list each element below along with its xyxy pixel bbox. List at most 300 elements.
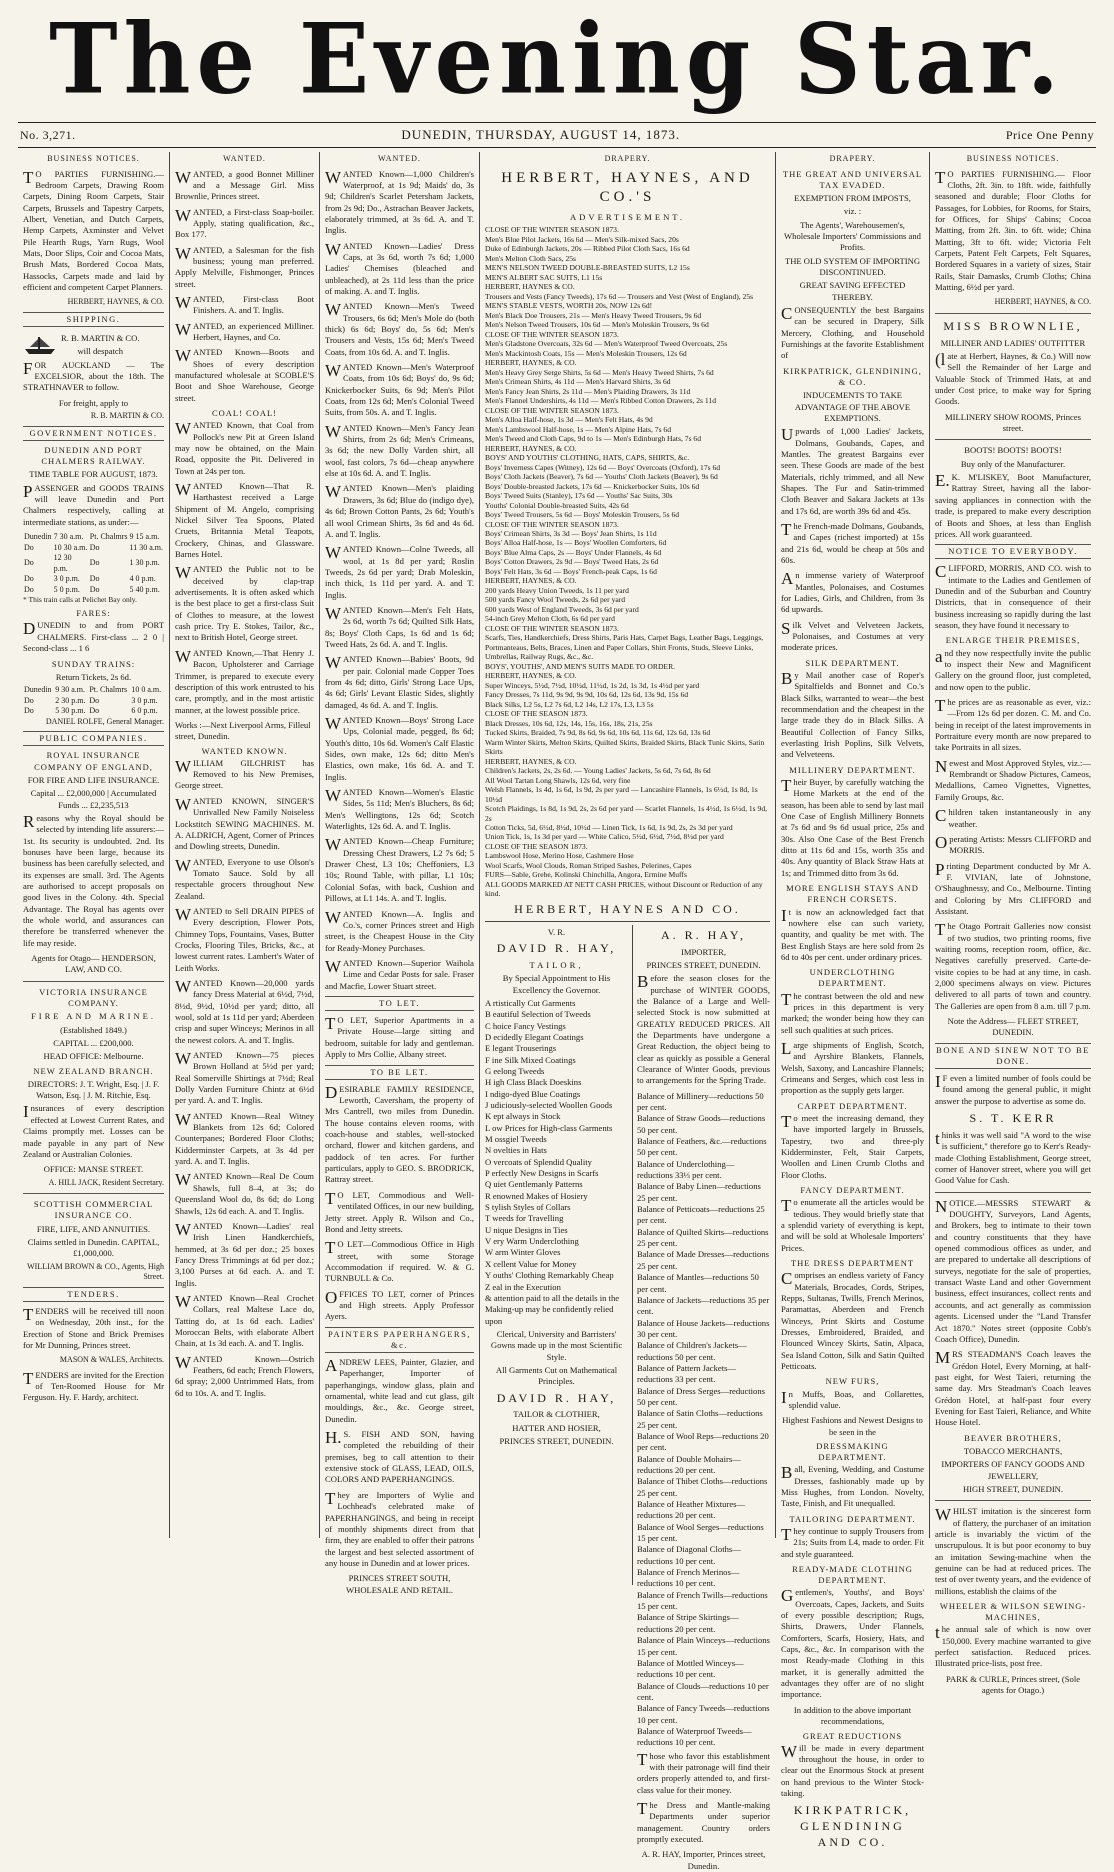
sunday-timetable	[23, 685, 164, 717]
kg-saving: GREAT SAVING EFFECTED THEREBY.	[799, 280, 906, 302]
wheeler-signature: PARK & CURLE, Princes street, (Sole agents for Otago.)	[945, 1673, 1081, 1696]
ar-hay-outro: Those who favor this establishment with their patronage will find their orders properly attended to, and first-class value for their money.	[637, 1749, 770, 1795]
price-line: CLOSE OF THE WINTER SEASON 1873.	[485, 519, 619, 529]
shipping-ad: FOR AUCKLAND — The EXCELSIOR, about the 18th. The STRATHNAVER to follow.	[23, 358, 164, 393]
list-item: T weeds for Travelling	[485, 1213, 564, 1224]
table-row: Dunedin 7 30 a.m. Pt. Chalmrs 9 15 a.m.	[24, 532, 160, 542]
price-line: Boys' Double-breasted Jackets, 17s 6d — Knickerbocker Suits, 10s 6d	[485, 481, 700, 491]
price-line: Black Silks, L2 5s, L2 7s 6d, L2 14s, L2 17s, L3, L3 5s	[485, 699, 654, 709]
scottish-signature: WILLIAM BROWN & CO., Agents, High Street.	[27, 1261, 164, 1282]
wanted-ad: WANTED Known—Real Witney Blankets from 12s 6d; Colored Counterpanes; Bordered Floor Cloths; Kidderminster Carpets, at 3s 4d per yard. A. and T. Inglis.	[175, 1109, 314, 1167]
shipping-freight: For freight, apply to	[58, 397, 129, 408]
list-item: Z eal in the Execution	[485, 1281, 561, 1292]
price-line: MEN'S STABLE VESTS, WORTH 20s, NOW 12s 6d!	[485, 301, 653, 311]
price-line: Boys' Cloth Jackets (Beaver), 7s 6d — Youths' Cloth Jackets (Beaver), 9s 6d	[485, 472, 718, 482]
furs-text: In Muffs, Boas, and Collarettes, splendid value.	[781, 1387, 924, 1410]
ar-hay-intro: Before the season closes for the purchase of WINTER GOODS, the Balance of a Large and Well-selected Stock is now submitted at GREATLY REDUCED PRICES. All the Departments have undergone a Great Reduction, the object being to clear as quickly as possible a General Clearance of Winter Goods, previous to arrangements for the Spring Trade.	[637, 972, 770, 1086]
ar-hay-outro2: The Dress and Mantle-making Departments under superior management. Country orders promptly executed.	[637, 1798, 770, 1844]
table-row: Do 10 30 a.m. Do 11 30 a.m.	[24, 542, 164, 552]
column-2	[170, 152, 320, 1538]
royal-text: Reasons why the Royal should be selected by intending life assurers:— 1st. Its security is undoubted. 2nd. Its bonuses have been large, because its business has been carefully selected, and its expenses are small. 3rd. The Agents are authorised to accept proposals on good lives in the Colony. 4th. Special Advantage. The Royal has agents over the whole world, and assurances can therefore be transferred whenever the life may reside.	[23, 811, 164, 948]
price-line: Boys' Cotton Drawers, 2s 9d — Boys' Tweed Hats, 2s 6d	[485, 557, 659, 567]
boots-title: BOOTS! BOOTS! BOOTS!	[964, 445, 1062, 456]
price-line: Men's Blue Pilot Jackets, 16s 6d — Men's Silk-mixed Sacs, 20s	[485, 234, 679, 244]
divider	[935, 1500, 1091, 1501]
drapery-header: DRAPERY.	[829, 154, 876, 163]
price-line: Boys' Crimean Shirts, 3s 3d — Boys' Jean Shirts, 1s 11d	[485, 528, 657, 538]
furs-header: NEW FURS,	[825, 1376, 880, 1387]
price-line: CLOSE OF THE WINTER SEASON 1873.	[485, 225, 619, 235]
kg-title: THE GREAT AND UNIVERSAL TAX EVADED.	[782, 168, 923, 190]
sunday-title: SUNDAY TRAINS:	[51, 658, 136, 669]
list-item: Balance of Feathers, &c.—reductions 50 per cent.	[637, 1136, 767, 1158]
to-let-ad: OFFICES TO LET, corner of Princes and High streets. Apply Professor Ayers.	[325, 1287, 474, 1322]
newest-text: Newest and Most Approved Styles, viz.:—Rembrandt or Shadow Pictures, Cameos, Medallions, Cameo Vignettes, Vignettes, Family Groups, &c.	[935, 756, 1091, 802]
david-hay-name: DAVID R. HAY,	[496, 941, 617, 956]
column-4	[480, 152, 776, 1871]
list-item: R enowned Makes of Hosiery	[485, 1190, 588, 1201]
shipping-signature: R. B. MARTIN & CO.	[90, 411, 164, 421]
royal-agents: Agents for Otago— HENDERSON, LAW, AND CO.	[31, 953, 156, 975]
list-item: I ndigo-dyed Blue Coatings	[485, 1088, 581, 1099]
kg-agents: The Agents', Warehousemen's, Wholesale Importers' Commissions and Profits.	[784, 219, 921, 253]
divider	[23, 1193, 164, 1194]
hay-split	[485, 921, 770, 1871]
shipping-block	[23, 331, 164, 360]
wanted-ad: WANTED Known—Superior Waihola Lime and Cedar Posts for sale. Fraser and Macfie, Lower Stuart street.	[325, 956, 474, 991]
list-item: Balance of Petticoats—reductions 25 per cent.	[637, 1204, 765, 1226]
list-item: O vercoats of Splendid Quality	[485, 1156, 592, 1167]
price-line: Boys' Blue Alma Caps, 2s — Boys' Under Flannels, 4s 6d	[485, 547, 662, 557]
wanted-ad: WANTED Known—Boys' Strong Lace Ups, Colonial made, pegged, 8s 6d; Youth's ditto, 10s 6d. Women's Calf Elastic Sides, own make, 12s 6d; ditto Men's Elastics, own make, 16s 6d. A. and T. Inglis.	[325, 714, 474, 782]
price-line: Super Winceys, 5½d, 7½d, 10½d, 11½d, 1s 2d, 1s 3d, 1s 4½d per yard	[485, 680, 700, 690]
kg-viz: viz. :	[843, 206, 862, 217]
price-line: Men's Lambswool Half-hose, 1s — Men's Alpine Hats, 7s 6d	[485, 424, 672, 434]
wheeler-ad: WHILST imitation is the sincerest form of flattery, the purchaser of an imitation article is invariably the victim of the unscrupulous. It is but poor economy to buy an imitation Sewing-machine when the genuine can be had at reduced prices. The test of over twenty years, and the evidence of millions, establish the claims of the	[935, 1505, 1091, 1596]
wanted-ad: WANTED Known—Ladies' Dress Caps, at 3s 6d, worth 7s 6d; 1,000 Ladies' Chemises (bleached and unbleached), at 2s 11d less than the price of making. A. and T. Inglis.	[325, 239, 474, 296]
business-header: BUSINESS NOTICES.	[966, 154, 1060, 163]
victoria-subtitle: FIRE AND MARINE.	[30, 1011, 157, 1022]
list-item: Balance of Dress Serges—reductions 50 per cent.	[637, 1385, 765, 1407]
price-line: 600 yards West of England Tweeds, 3s 6d per yard	[485, 604, 639, 614]
millinery-header: MILLINERY DEPARTMENT.	[789, 764, 916, 775]
wanted-ad: WANTED Known—Colne Tweeds, all wool, at 1s 8d per yard; Roslin Tweeds, 2s 6d per yard; Drab Moleskin, inch thick, 1s 11d per yard. A. and T. Inglis.	[325, 543, 474, 600]
office-address: OFFICE: MANSE STREET.	[43, 1164, 144, 1175]
wanted-ad: WANTED, a First-class Soap-boiler. Apply, stating qualification, &c., Box 177.	[175, 205, 314, 240]
masthead-title: The Evening Star.	[49, 2, 1065, 116]
wanted-ad: WANTED Known—Cheap Furniture; Dressing Chest Drawers, L2 7s 6d; 5 Drawer Chest, L3 10s; Cheffoniers, L3 10s; Round Table, with pillar, L1 10s; Colonial Sofas, with back, Cushion and Pillows, at L1 14s. A. and T. Inglis.	[325, 835, 474, 904]
price-line: Union Tick, 1s, 1s 3d per yard — White Calico, 5½d, 6½d, 7½d, 8½d per yard	[485, 832, 724, 842]
silk-text: By Mail another case of Roper's Spitalfields and Bonnet and Co.'s Black Silks, warranted to wear—the best recommendation and the cheapest in the large trade they do in Black Silks. A Beautiful Collection of Fancy Silks, everlasting Irish Poplins, Silk Velvets, and Velveteens.	[781, 669, 924, 760]
price-line: Men's Crimean Shirts, 4s 11d — Men's Harvard Shirts, 3s 6d	[485, 377, 671, 387]
wanted-ad: WANTED Known—Men's Tweed Trousers, 6s 6d; Men's Mole do (both thick) 6s 6d; Boys' do, 5s 6d; Men's Trousers and Vests, 15s 6d; Men's Tweed Coats, from 10s 6d. A. and T. Inglis.	[325, 300, 474, 357]
kg-paragraph: Upwards of 1,000 Ladies' Jackets, Dolmans, Goubands, Capes, and Mantles. The greatest Bargains ever seen. These Goods are made of the best Materials, richly trimmed, and all New Shapes. The Fur and Satin-trimmed Cloth Beaver and Sakara Jackets at 13s and 17s 6d, are worth 39s 6d and 45s.	[781, 425, 924, 516]
artists-text: Operating Artists: Messrs CLIFFORD and MORRIS.	[935, 832, 1091, 856]
beaver-address: HIGH STREET, DUNEDIN.	[962, 1483, 1064, 1494]
painter-ad: H.S. FISH AND SON, having completed the rebuilding of their premises, beg to call attention to their extensive stock of GLASS, LEAD, OILS, COLORS AND PAPERHANGINGS.	[325, 1428, 474, 1485]
millinery-text: Their Buyer, by carefully watching the Home Markets at the end of the season, has been able to send by last mail One Case of English Millinery Bonnets at 7s 6d and 9s 6d usual price, 25s and 30s. Also One Case of the Best French ditto at 11s 6d and 15s, worth 35s and 40s. Any quantity of Black Straw Hats at 1s; and Trimmed ditto from 3s 6d.	[781, 775, 924, 878]
list-item: Balance of Waterproof Tweeds—reductions 10 per cent.	[637, 1725, 752, 1748]
to-let-ad: TO LET, Superior Apartments in a Private House—large sitting and bedroom, suitable for lady and gentleman. Apply to Mrs Collie, Albany street.	[325, 1014, 474, 1060]
list-item: H igh Class Black Doeskins	[485, 1077, 582, 1088]
stays-text: It is now an acknowledged fact that nowhere else can such variety, quantity, and quality be met with. The Best English Stays are here sold from 2s 6d to 40s per cent. under ordinary prices.	[781, 905, 924, 962]
showrooms: MILLINERY SHOW ROOMS, Princes street.	[944, 411, 1082, 434]
price-line: Children's Jackets, 2s, 2s 6d. — Young Ladies' Jackets, 5s 6d, 7s 6d, 8s 6d	[485, 766, 711, 776]
list-item: Balance of Jackets—reductions 35 per cent.	[637, 1294, 770, 1317]
david-hay-clerical: Clerical, University and Barristers' Gowns made up in the most Scientific Style.	[490, 1328, 623, 1362]
list-item: U nique Designs in Ties	[485, 1224, 568, 1235]
prices-text: The prices are as reasonable as ever, viz.: —From 12s 6d per dozen. C. M. and Co. being in receipt of the latest improvements in Portraiture every month are now prepared to take Portraits in all sizes.	[935, 696, 1091, 753]
list-item: C hoice Fancy Vestings	[485, 1020, 566, 1031]
list-item: L ow Prices for High-class Garments	[485, 1122, 613, 1133]
stewart-ad: NOTICE.—MESSRS STEWART & DOUGHTY, Surveyors, Land Agents, and Brokers, beg to intimate to their town and country constituents that they have opened commodious offices as under, and are prepared to undertake all descriptions of surveys, negotiate for the sale of properties, transact Waste Land and other Government business, effect insurances, collect rents and accounts, and act generally as commission agents. Licensed under the "Land Transfer Act 1870." Notes street (opposite Cobb's Coach Office), Dunedin.	[935, 1196, 1091, 1344]
government-header: GOVERNMENT NOTICES.	[23, 426, 164, 441]
kg-paragraph: An immense variety of Waterproof Mantles, Polonaises, and Costumes for Ladies, Girls, and Children, from 3s 6d upwards.	[781, 569, 924, 615]
brownlie-text: (late at Herbert, Haynes, & Co.) Will now Sell the Remainder of her Large and Valuable Stock of Trimmed Hats, at and under Cost price, to make way for Spring Goods.	[935, 350, 1091, 407]
painter-ad: They are Importers of Wylie and Lochhead's celebrated make of PAPERHANGINGS, and being in receipt of monthly shipments direct from that firm, they are enabled to offer their patrons the largest and best selected assortment of any house in Dunedin and at lower prices.	[325, 1488, 474, 1568]
wanted-ad: WANTED Known—75 pieces Brown Holland at 5½d per yard; Real Somerville Shirtings at 7½d; Real Dolly Varden Furniture Chintz at 6½d per yard. A. and T. Inglis.	[175, 1049, 314, 1106]
price-line: Boys' Tweed Trousers, 5s 6d — Boys' Moleskin Trousers, 5s 6d	[485, 510, 680, 520]
price-line: Men's Heavy Grey Serge Shirts, 5s 6d — Men's Heavy Tweed Shirts, 7s 6d	[485, 367, 714, 377]
wanted-ad: WANTED Known, that Coal from Pollock's new Pit at Green Island may now be obtained, on the Main Road, opposite the Pit. Delivered in Town at 24s per ton.	[175, 419, 314, 476]
kerr-text: thinks it was well said "A word to the wise is sufficient," therefore go to Kerr's Ready-made Clothing Establishment, George street, corner of Hanover street, where you will get Good Value for Cash.	[935, 1129, 1091, 1186]
david-hay-ad	[485, 925, 633, 1585]
list-item: Balance of Children's Jackets—reductions 50 per cent.	[637, 1340, 747, 1362]
ready-made-text: Gentlemen's, Youths', and Boys' Overcoats, Capes, Jackets, and Suits of every possible description; Rugs, Shirts, Drawers, Under Flannels, Comforters, Scarfs, Hosiery, Hats, and Caps, &c., &c. In comparison with the most Ready-made Clothing in this market, it is generally admitted the advantages they offer are of no slight importance.	[781, 1586, 924, 1700]
list-item: Balance of French Twills—reductions 15 per cent.	[637, 1589, 768, 1612]
price-line: Duke of Edinburgh Jackets, 20s — Ribbed Pilot Cloth Sacs, 16s 6d	[485, 244, 690, 254]
list-item: Balance of Satin Cloths—reductions 25 per cent.	[637, 1408, 763, 1430]
works-line: Works :—Next Liverpool Arms, Filleul street, Dunedin.	[175, 719, 311, 742]
price-line: Boys' Inverness Capes (Witney), 12s 6d — Boys' Overcoats (Oxford), 17s 6d	[485, 462, 721, 472]
price-line: CLOSE OF THE WINTER SEASON 1873.	[485, 405, 619, 415]
list-item: Q uiet Gentlemanly Patterns	[485, 1179, 583, 1190]
price-line: 200 yards Heavy Union Tweeds, 1s 11 per yard	[485, 585, 629, 595]
ship-icon	[23, 335, 57, 355]
railway-subtitle: TIME TABLE FOR AUGUST, 1873.	[29, 469, 158, 480]
price-line: Men's Mackintosh Coats, 15s — Men's Moleskin Trousers, 12s 6d	[485, 348, 687, 358]
david-hay-cash: All Garments Cut on Mathematical Principles.	[495, 1364, 618, 1387]
list-item: X cellent Value for Money	[485, 1258, 577, 1269]
ar-hay-ad	[633, 925, 770, 1871]
wanted-ad: WILLIAM GILCHRIST has Removed to his New Premises, George street.	[175, 756, 314, 791]
table-row: Dunedin 9 30 a.m. Pt. Chalmrs 10 0 a.m.	[24, 685, 162, 695]
business-signature: HERBERT, HAYNES, & CO.	[67, 297, 164, 307]
public-companies-header: PUBLIC COMPANIES.	[23, 731, 164, 746]
wanted-ad: WANTED the Public not to be deceived by clap-trap advertisements. It is often asked which is the best place to get a first-class Suit of Clothes to measure, at the lowest cash price. Try E. Stokes, Tailor, &c., next to British Hotel, George street.	[175, 563, 314, 643]
table-row: Do 5 30 p.m. Do 6 0 p.m.	[24, 706, 158, 716]
ar-hay-address: PRINCES STREET, DUNEDIN.	[646, 959, 761, 970]
list-item: K ept always in Stock	[485, 1111, 561, 1122]
boots-subtitle: Buy only of the Manufacturer.	[960, 458, 1066, 469]
business-header: BUSINESS NOTICES.	[47, 154, 140, 163]
gallery-address: Note the Address— FLEET STREET, DUNEDIN.	[947, 1016, 1079, 1038]
dressmaking-header: DRESSMAKING DEPARTMENT.	[816, 1440, 889, 1463]
price-line: HERBERT, HAYNES, & CO.	[485, 671, 577, 681]
price-line: HERBERT, HAYNES, & CO.	[485, 443, 577, 453]
gallery-text: The Otago Portrait Galleries now consist of two studios, two printing rooms, five waiting rooms, reception room, office, &c. Negatives carefully preserved. Carte-de-visite copies to be had at any time, in cash. 2,000 specimens always on view. Pictures delivered to all parts of town and country. The Galleries are open from 8 a.m. till 7 p.m.	[935, 920, 1091, 1011]
david-hay-appointment: By Special Appointment to His Excellency the Governor.	[502, 973, 611, 995]
price-line: Youths' Colonial Double-breasted Suits, 42s 6d	[485, 500, 629, 510]
victoria-office: HEAD OFFICE: Melbourne.	[43, 1051, 144, 1062]
kg-exemption: EXEMPTION FROM IMPOSTS,	[794, 192, 911, 203]
price-line: Boys' Felt Hats, 3s 6d — Boys' French-peak Caps, 1s 6d	[485, 566, 657, 576]
great-reductions-text: Will be made in every department throughout the house, in order to clear out the Enormous Stock at present on hand previous to the Winter Stock-taking.	[781, 1741, 924, 1799]
wanted-ad: WANTED, a Salesman for the fish business; young man preferred. Apply Melville, Fishmonger, Princes street.	[175, 243, 314, 289]
price-line: HERBERT, HAYNES, & CO.	[485, 576, 577, 586]
drapery-header: DRAPERY.	[604, 154, 651, 163]
list-item: Balance of Quilted Skirts—reductions 25 per cent.	[637, 1226, 769, 1249]
price-line: Men's Tweed and Cloth Caps, 9d to 1s — Men's Edinburgh Hats, 7s 6d	[485, 434, 702, 444]
royal-capital: Capital ... £2,000,000 | Accumulated Funds ... £2,235,513	[30, 788, 157, 810]
children-text: Children taken instantaneously in any weather.	[935, 806, 1091, 829]
furnishing-ad: TO PARTIES FURNISHING.— Floor Cloths, 2ft. 3in. to 18ft. wide, faithfully seasoned and durable; Floor Cloths for Passages, for Lobbies, for Rooms, for Stairs, for Offices, for Ships' Cabins; Cocoa Matting, from 2ft. 3in. to 6ft. wide; China Matting, 3ft to 6ft. wide; Victoria Felt Carpets, Patent Felt Carpets, Felt Squares, Bordered Squares in a variety of sizes, Stair Rails, Stair Damasks, Crumb Cloths; China Matting, 6½d per yard.	[935, 167, 1091, 292]
david-hay-footer-address: PRINCES STREET, DUNEDIN.	[499, 1436, 614, 1447]
furnishing-signature: HERBERT, HAYNES, & CO.	[994, 297, 1091, 307]
wanted-ad: WANTED Known—20,000 yards fancy Dress Material at 6½d, 7½d, 8½d, 9½d, 10½d per yard; ditto, all wool, sold at 1s 11d per yard; Aberdeen crisp and super Winceys; Merinos in all the newest colors. A. and T. Inglis.	[175, 976, 314, 1045]
wanted-ad: WANTED Known—Women's Elastic Sides, 5s 11d; Men's Bluchers, 8s 6d; Men's Wellingtons, 12s 6d; Scotch Waterlights, 12s 6d. A. and T. Inglis.	[325, 786, 474, 832]
steadman-ad: MRS STEADMAN'S Coach leaves the Grédon Hotel, Every Morning, at half-past eight, for West Taieri, returning the same day. Mrs Steadman's Coach leaves Grédon Hotel, at half-past four every Evening for East Taieri, Reliance, and White House Hotel.	[935, 1348, 1091, 1428]
list-item: Balance of Wool Reps—reductions 20 per cent.	[637, 1430, 769, 1453]
dress-text: Comprises an endless variety of Fancy Materials, Brocades, Cords, Stripes, Repps, Sultanas, Twills, French Merinos, Paramattas, Aberdeen and French Winceys, Print Skirts and Costume Dresses, Embroidered, Braided, and Flounced Wincey Skirts, Satin, Alpaca, Sea Island Cotton, Silk and Satin Quilted Petticoats.	[781, 1269, 924, 1371]
price-line: Lambswool Hose, Merino Hose, Cashmere Hose	[485, 851, 634, 861]
list-item: Balance of Clouds—reductions 10 per cent.	[637, 1680, 769, 1702]
bone-text: IF even a limited number of fools could be found among the general public, it might answer the purpose to advertise as some do.	[935, 1072, 1091, 1106]
list-item: J udiciously-selected Woollen Goods	[485, 1100, 613, 1110]
price-line: Boys' Tweed Suits (Stanley), 17s 6d — Youths' Sac Suits, 30s	[485, 491, 673, 501]
royal-title: ROYAL INSURANCE COMPANY OF ENGLAND,	[34, 750, 153, 772]
scottish-title: SCOTTISH COMMERCIAL INSURANCE CO.	[33, 1199, 154, 1221]
list-item: Balance of Straw Goods—reductions 50 per cent.	[637, 1113, 766, 1135]
beaver-title: BEAVER BROTHERS,	[964, 1432, 1062, 1443]
victoria-capital: CAPITAL ... £200,000.	[53, 1037, 134, 1048]
list-item: Balance of Double Mohairs—reductions 20 per cent.	[637, 1453, 741, 1475]
price-line: Black Dresses, 10s 6d, 12s, 14s, 15s, 16s, 18s, 21s, 25s	[485, 718, 653, 728]
price-line: HERBERT, HAYNES, & CO.	[485, 756, 577, 766]
underclothing-text: The contrast between the old and new prices in this department is very marked; the wonder being how they can sell such qualities at such prices.	[781, 989, 924, 1035]
wanted-ad: WANTED Known—Ostrich Feathers, 6d each; French Flowers, 6d spray; 2,000 Untrimmed Hats, from 6d to 10s. A. and T. Inglis.	[175, 1352, 314, 1398]
table-row: Do 5 0 p.m. Do 5 40 p.m.	[24, 584, 160, 594]
clifford-ad: CLIFFORD, MORRIS, AND CO. wish to intimate to the Ladies and Gentlemen of Dunedin and of the Suburban and Country Districts, that in consequence of their business increasing so rapidly during the last season, they have found it necessary to	[935, 562, 1091, 631]
wanted-ad: WANTED Known—That R. Harthastest received a Large Shipment of M. Angelo, comprising Nickel Silver Tea Spoons, Plated Cruets, Britannia Metal Teapots, Crockery, Chinas, and Glassware. Barnes Hotel.	[175, 480, 314, 560]
nz-directors: DIRECTORS: J. T. Wright, Esq. | J. F. Watson, Esq. | J. M. Ritchie, Esq.	[27, 1078, 160, 1101]
price-line: Men's Melton Cloth Sacs, 25s	[485, 253, 577, 263]
beaver-subtitle: TOBACCO MERCHANTS,	[963, 1445, 1063, 1456]
office-signature: A. HILL JACK, Resident Secretary.	[48, 1177, 164, 1187]
wheeler-title: WHEELER & WILSON SEWING-MACHINES,	[939, 1600, 1087, 1623]
price-line: Welsh Flannels, 1s 4d, 1s 6d, 1s 9d, 2s per yard — Lancashire Flannels, 1s 6½d, 1s 8d, 1s 10½d	[485, 785, 758, 804]
in-addition: In addition to the above important recommendations,	[793, 1704, 912, 1727]
price-line: Men's Alloa Half-hose, 1s 3d — Men's Felt Hats, 4s 9d	[485, 415, 653, 425]
ar-hay-name: A. R. HAY,	[660, 927, 747, 942]
wanted-ad: WANTED Known—A. Inglis and Co.'s, corner Princes street and High street, is the Cheapest House in the City for Ready-Money Purchases.	[325, 907, 474, 953]
business-ad: TO PARTIES FURNISHING.— Bedroom Carpets, Drawing Room Carpets, Dining Room Carpets, Stair Carpets, Brussels and Tapestry Carpets, Albert, Venetian, and Dutch Carpets, Hemp Carpets, Axminster and Velvet Pile Hearth Rugs, Yarn Rugs, Wool Mats, Door Slips, Coir and Cocoa Mats, Brush Mats, Bordered Cocoa Mats, Hassocks, Carpets made and laid by efficient and competent Carpet Planners.	[23, 167, 164, 292]
silk-header: SILK DEPARTMENT.	[805, 657, 900, 668]
painters-header: PAINTERS PAPERHANGERS, &c.	[325, 1327, 474, 1353]
dressmaking-text: Ball, Evening, Wedding, and Costume Dresses, fashionably made up by Miss Hughes, from London. Novelty, Taste, Finish, and Fit unequalled.	[781, 1463, 924, 1509]
ar-hay-signature: A. R. HAY, Importer, Princes street, Dunedin.	[641, 1849, 766, 1871]
wanted-ad: WANTED Known—Boots and Shoes of every description manufactured wholesale at SCOBLE'S Boot and Shoe Warehouse, George street.	[175, 346, 314, 403]
price-line: CLOSE OF THE SEASON 1873.	[485, 841, 588, 851]
scottish-text: Claims settled in Dunedin. CAPITAL, £1,000,000.	[27, 1236, 160, 1259]
kg-firm: KIRKPATRICK, GLENDINING, & CO.	[783, 365, 922, 388]
column-5	[776, 152, 930, 1850]
list-item: Balance of French Merinos—reductions 10 per cent.	[637, 1567, 740, 1589]
price-line: 54-inch Grey Melton Cloth, 6s 6d per yard	[485, 614, 615, 624]
table-row: Do 3 0 p.m. Do 4 0 p.m.	[24, 574, 156, 584]
painter-ad: ANDREW LEES, Painter, Glazier, and Paperhanger, Importer of paperhangings, window glass, plain and ornamental, white lead and cut glass, gilt mouldings, &c., &c. George street, Dunedin.	[325, 1356, 474, 1424]
royal-subtitle: FOR FIRE AND LIFE INSURANCE.	[27, 774, 160, 785]
to-let-header: TO LET.	[325, 996, 474, 1011]
brownlie-subtitle: MILLINER AND LADIES' OUTFITTER	[940, 337, 1086, 348]
coal-heading: COAL! COAL!	[211, 408, 278, 419]
david-hay-footer-trade: TAILOR & CLOTHIER,	[513, 1409, 600, 1420]
list-item: Balance of Pattern Jackets—reductions 33 per cent.	[637, 1362, 737, 1385]
railway-title: DUNEDIN AND PORT CHALMERS RAILWAY.	[41, 444, 146, 467]
ready-made-header: READY-MADE CLOTHING DEPARTMENT.	[792, 1563, 913, 1586]
carpet-text: To meet the increasing demand, they have imported largely in Brussels, Tapestry, two and three-ply Kidderminster, Felt, Stair Carpets, Woollen and Linen Crumb Cloths and Floor Cloths.	[781, 1111, 924, 1180]
hhc-footer: HERBERT, HAYNES AND CO.	[514, 901, 741, 916]
list-item: Balance of Millinery—reductions 50 per cent.	[637, 1090, 764, 1112]
wanted-ad: WANTED Known—Men's Waterproof Coats, from 10s 6d; Boys' do, 9s 6d; Knickerbocker Suits, 6s 9d; Men's Pilot Coats, from 12s 6d; Men's Colonial Tweed Suits, from 50s. A. and T. Inglis.	[325, 361, 474, 418]
list-item: Balance of Stripe Skirtings—reductions 20 per cent.	[637, 1612, 739, 1634]
hhc-title: HERBERT, HAYNES, AND CO.'S	[501, 169, 754, 206]
wheeler-text: the annual sale of which is now over 150,000. Every machine warranted to give perfect satisfaction. Reduced prices. Illustrated price-lists, post free.	[935, 1623, 1091, 1669]
wanted-ad: WANTED, an experienced Milliner. Herbert, Haynes, and Co.	[175, 319, 314, 343]
highest-fashions: Highest Fashions and Newest Designs to be seen in the	[782, 1415, 923, 1437]
fares-title: FARES:	[76, 608, 111, 619]
mliskey-ad: E.K. M'LISKEY, Boot Manufacturer, Rattray Street, having all the labor-saving appliances in connection with the trade, is prepared to make every description of Boots and Shoes, at less than English prices. All work guaranteed.	[935, 471, 1091, 539]
price-line: HERBERT, HAYNES, & CO.	[485, 358, 577, 368]
balances-list	[637, 1091, 770, 1749]
kg-paragraph: The French-made Dolmans, Goubands, and Capes (richest imported) at 15s and 21s 6d, would be cheap at 50s and 60s.	[781, 520, 924, 566]
kg-inducements: INDUCEMENTS TO TAKE ADVANTAGE OF THE ABOVE EXEMPTIONS.	[794, 390, 911, 423]
to-let-ad: DESIRABLE FAMILY RESIDENCE, Leworth, Caversham, the property of Mrs Cantrell, two miles from Dunedin. The house contains eleven rooms, with coach-house and stables, well-stocked orchard, flower and kitchen gardens, and paddock of ten acres. For further particulars, apply to GEO. S. BRODRICK, Rattray street.	[325, 1082, 474, 1185]
table-row: Do 12 30 p.m. Do 1 30 p.m.	[24, 553, 160, 573]
list-item: M ossgiel Tweeds	[485, 1134, 547, 1145]
hhc-price-list	[485, 225, 770, 898]
tailoring-text: They continue to supply Trousers from 21s; Suits from L4, made to order. Fit and style guaranteed.	[781, 1524, 924, 1559]
dateline	[20, 126, 1094, 144]
victoria-title: VICTORIA INSURANCE COMPANY.	[39, 986, 148, 1008]
wanted-header: WANTED.	[378, 154, 421, 163]
list-item: Balance of Made Dresses—reductions 25 per cent.	[637, 1249, 769, 1271]
list-item: Balance of Baby Linen—reductions 25 per cent.	[637, 1181, 761, 1203]
list-item: V ery Warm Underclothing	[485, 1236, 579, 1247]
columns	[18, 152, 1096, 1871]
underclothing-header: UNDERCLOTHING DEPARTMENT.	[809, 967, 896, 989]
wanted-ad: WANTED to Sell DRAIN PIPES of Every description, Flower Pots, Chimney Tops, Fountains, Vases, Butter Crocks, Flooring Tiles, Bricks, &c., at lowest current rates. Lambert's Water of Leith Works.	[175, 904, 314, 973]
price-line: HERBERT, HAYNES & CO.	[485, 282, 575, 292]
enlarge-heading: ENLARGE THEIR PREMISES,	[945, 635, 1081, 646]
list-item: S tylish Styles of Collars	[485, 1202, 571, 1213]
issue-number: No. 3,271.	[20, 127, 76, 142]
carpet-header: CARPET DEPARTMENT.	[797, 1100, 908, 1111]
list-item: Balance of House Jackets—reductions 30 per cent.	[637, 1317, 770, 1339]
price-line: BOYS', YOUTHS', AND MEN'S SUITS MADE TO ORDER.	[485, 661, 676, 671]
victoria-established: (Established 1849.)	[60, 1024, 127, 1035]
tenders-header: TENDERS.	[23, 1287, 164, 1302]
price-line: 500 yards Fancy Wool Tweeds, 2s 6d per yard	[485, 595, 626, 605]
list-item: N ovelties in Hats	[485, 1145, 547, 1156]
large-shipments: Large shipments of English, Scotch, and Ayrshire Blankets, Flannels, Welsh, Saxony, and Lancashire Flannels; Crimeans and Serges, which cost less in proportion as the supply gets larger.	[781, 1039, 924, 1096]
price-line: MEN'S NELSON TWEED DOUBLE-BREASTED SUITS, L2 15s	[485, 263, 690, 273]
price-line: Men's Flannel Undershirts, 4s 11d — Men's Ribbed Cotton Drawers, 2s 11d	[485, 396, 717, 406]
hhc-subtitle: ADVERTISEMENT.	[569, 212, 686, 223]
wanted-ad: WANTED Known,—That Henry J. Bacon, Upholsterer and Carriage Trimmer, is prepared to execute every description of this work entrusted to his care, promptly, and in the most artistic manner, at the lowest possible price.	[175, 646, 314, 715]
list-item: Balance of Fancy Tweeds—reductions 10 per cent.	[637, 1703, 770, 1725]
timetable-note: * This train calls at Pelichet Bay only.	[23, 595, 137, 605]
to-let-ad: TO LET—Commodious Office in High street, with some Storage Accommodation if required. W. & G. TURNBULL & Co.	[325, 1238, 474, 1284]
list-item: B eautiful Selection of Tweeds	[485, 1009, 591, 1020]
wanted-ad: WANTED KNOWN, SINGER'S Unrivalled New Family Noiseless Lockstitch SEWING MACHINES. M. A. ALDRICH, Agent, Corner of Princes and Dowling streets, Dunedin.	[175, 794, 314, 852]
dress-header: THE DRESS DEPARTMENT	[790, 1257, 915, 1268]
david-hay-trade: TAILOR,	[529, 959, 584, 970]
price-line: Wool Scarfs, Wool Clouds, Roman Striped Sashes, Pelerines, Capes	[485, 860, 692, 870]
divider	[935, 1192, 1091, 1193]
price-line: Cotton Ticks, 5d, 6½d, 8½d, 10½d — Linen Tick, 1s 6d, 1s 9d, 2s, 2s 3d per yard	[485, 823, 733, 832]
list-item: & attention paid to all the details in the Making-up may be confidently relied upon	[485, 1292, 620, 1326]
issue-date: DUNEDIN, THURSDAY, AUGUST 14, 1873.	[401, 127, 681, 142]
tailoring-header: TAILORING DEPARTMENT.	[789, 1513, 916, 1524]
kerr-name: S. T. KERR	[969, 1111, 1057, 1126]
price-line: ALL GOODS MARKED AT NETT CASH PRICES, without Discount or Reduction of any kind.	[485, 879, 763, 899]
list-item: Balance of Underclothing—reductions 33⅓ per cent.	[637, 1158, 735, 1181]
price-line: FURS—Sable, Grebe, Kolinski Chinchilla, Angora, Ermine Muffs	[485, 870, 687, 880]
wanted-ad: WANTED Known—Men's plaiding Drawers, 3s 6d; Blue do (indigo dye), 4s 6d; Brown Cotton Pants, 2s 6d; Youth's all wool Crimean Shirts, 3s 6d and 4s 6d. A. and T. Inglis.	[325, 482, 474, 539]
list-item: P erfectly New Designs in Scarfs	[485, 1168, 599, 1179]
fares-text: DUNEDIN to and from PORT CHALMERS. First-class ... 2 0 | Second-class ... 1 6	[23, 619, 164, 654]
wanted-ad: WANTED Known—Men's Felt Hats, 2s 6d, worth 7s 6d; Quilted Silk Hats, 8s; Boys' Cloth Caps, 1s 6d and 1s 6d; Tweed Hats, 2s 6d. A. and T. Inglis.	[325, 603, 474, 649]
list-item: D ecidedly Elegant Coatings	[485, 1031, 584, 1042]
shipping-sub: will despatch	[77, 346, 124, 357]
kg-footer: KIRKPATRICK, GLENDINING AND CO.	[793, 1803, 912, 1850]
sunday-text: Return Tickets, 2s 6d.	[55, 671, 132, 682]
list-item: Balance of Diagonal Cloths—reductions 10 per cent.	[637, 1544, 741, 1566]
price-line: Scarfs, Ties, Handkerchiefs, Dress Shirts, Paris Hats, Carpet Bags, Leather Bags, Leggings, Portmanteaus, Belts, Braces, Linen and Paper Collars, Shirt Fronts, Studs, Sleeve Links, Umbrellas, Railway Rugs, &c., &c.	[485, 633, 764, 662]
nz-branch: NEW ZEALAND BRANCH.	[33, 1065, 154, 1076]
price-line: Men's Black Doe Trousers, 21s — Men's Heavy Tweed Trousers, 9s 6d	[485, 310, 702, 320]
shipping-header: SHIPPING.	[23, 312, 164, 327]
vr-mark: V. R.	[547, 926, 566, 937]
price-line: Scotch Plaidings, 1s 8d, 1s 9d, 2s, 2s 6d per yard — Scarlet Flannels, 1s 4½d, 1s 6½d, 1s 9d, 2s	[485, 804, 768, 823]
price-line: All Wool Tartan Long Shawls, 12s 6d, very fine	[485, 775, 631, 785]
shipping-firm: R. B. MARTIN & CO.	[61, 333, 140, 344]
wanted-known-heading: WANTED KNOWN.	[201, 745, 288, 756]
fancy-header: FANCY DEPARTMENT.	[800, 1185, 905, 1196]
masthead-rule	[18, 122, 1096, 123]
great-reductions-header: GREAT REDUCTIONS	[802, 1730, 903, 1741]
david-hay-footer-trade2: HATTER AND HOSIER,	[512, 1422, 601, 1433]
kg-paragraph: Silk Velvet and Velveteen Jackets, Polonaises, and Costumes at very moderate prices.	[781, 618, 924, 653]
price-line: Trousers and Vests (Fancy Tweeds), 17s 6d — Trousers and Vest (West of England), 25s	[485, 291, 754, 301]
list-item: A rtistically Cut Garments	[485, 997, 576, 1008]
wanted-ad: WANTED, a good Bonnet Milliner and a Message Girl. Miss Brownlie, Princes street.	[175, 167, 314, 202]
scottish-subtitle: FIRE, LIFE, AND ANNUITIES.	[36, 1223, 151, 1234]
wanted-ad: WANTED, First-class Boot Finishers. A. and T. Inglis.	[175, 292, 314, 316]
list-item: Balance of Wool Serges—reductions 15 per cent.	[637, 1521, 764, 1544]
to-let-ad: TO LET, Commodious and Well-ventilated Offices, in our new building, Jetty street. Apply R. Wilson and Co., Bond and Jetty streets.	[325, 1188, 474, 1234]
list-item: Balance of Plain Winceys—reductions 15 per cent.	[637, 1635, 770, 1657]
dateline-rule	[18, 147, 1096, 148]
list-item: E legant Trouserings	[485, 1043, 557, 1054]
ar-hay-trade: IMPORTER,	[680, 946, 727, 957]
stays-header: MORE ENGLISH STAYS AND FRENCH CORSETS.	[786, 883, 919, 905]
masthead	[0, 0, 1114, 118]
kg-consequently: CONSEQUENTLY the best Bargains can be secured in Drapery, Silk Mercery, Clothing, and Household Furnishings at the favorite Establishment of	[781, 304, 924, 361]
tender-ad: TENDERS will be received till noon on Wednesday, 20th inst., for the Erection of Stone and Brick Premises for Mr Dunning, Princes street.	[23, 1304, 164, 1350]
tender-signature: MASON & WALES, Architects.	[59, 1355, 164, 1365]
